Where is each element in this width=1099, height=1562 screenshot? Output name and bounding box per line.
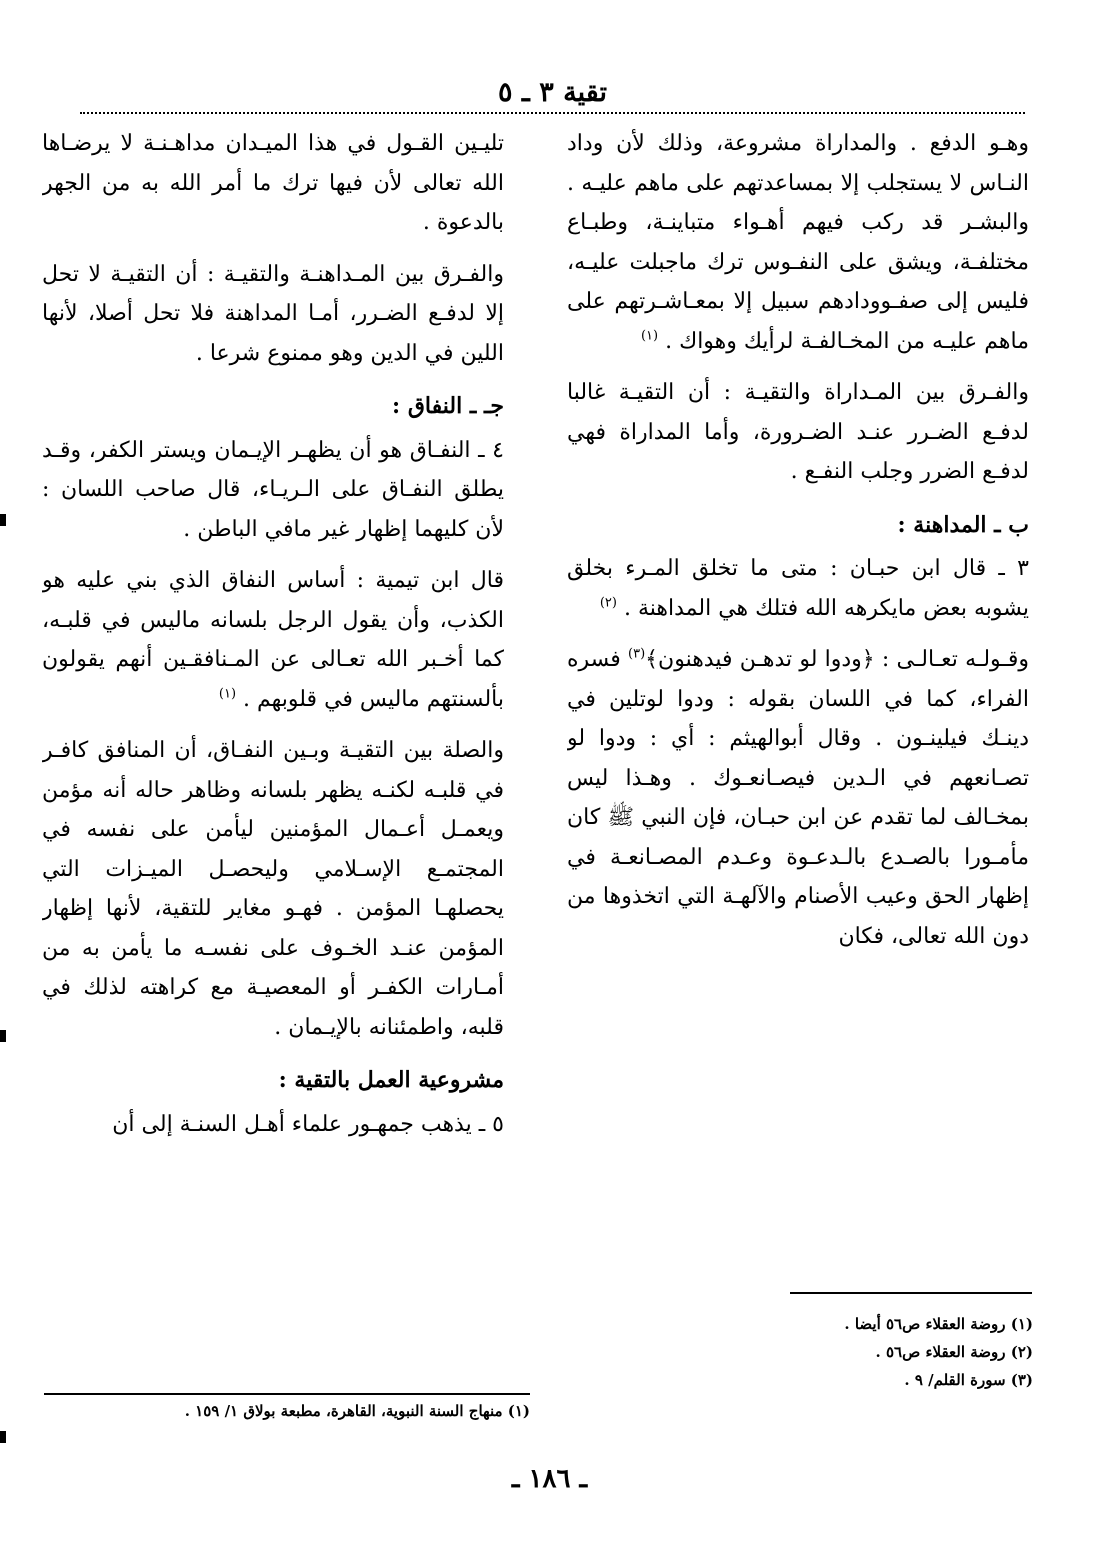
footnote: (٢) روضة العقلاء ص٥٦ . [875, 1343, 1033, 1361]
right-column [567, 124, 1029, 1214]
footnote-divider [790, 1292, 1032, 1294]
paragraph: والفـرق بين المـداهنـة والتقيـة : أن التقيـة لا تحل إلا لدفـع الضـرر، أمـا المداهنة فلا تحل أصلا، لأنها اللين في الدين وهو ممنوع شرعا . [42, 261, 504, 366]
margin-mark [0, 1431, 6, 1443]
footnote-divider [44, 1393, 530, 1395]
section-heading: جـ ـ النفاق : [392, 393, 504, 419]
footnote: (١) منهاج السنة النبوية، القاهرة، مطبعة بولاق ١/ ١٥٩ . [184, 1402, 530, 1420]
left-column [42, 124, 504, 1214]
footnote-ref: (٣) [628, 646, 646, 662]
footnote-ref: (١) [218, 686, 237, 702]
paragraph: قال ابن تيمية : أساس النفاق الذي بني عليه هو الكذب، وأن يقول الرجل بلسانه ماليس في قلبـه، كما أخـبر الله تعـالى عن المـنافقـين أنهم يقولون بألسنتهم ماليس في قلوبهم . $^{(١)}$ [42, 568, 504, 712]
footnote-ref: (١) [640, 328, 659, 344]
header-divider [80, 112, 1025, 114]
left-footnotes [44, 1397, 530, 1425]
paragraph: وهـو الدفع . والمداراة مشروعة، وذلك لأن وداد النـاس لا يستجلب إلا بمساعدتهم على ماهم عليـه . والبشـر قد ركب فيهم أهـواء متباينـة، وطبـاع مختلفـة، ويشق على النفـوس ترك ماجبلت عليـه، فليس إلى صفـوودادهم سبيل إلا بمعـاشـرتهم على ماهم عليـه من المخـالفـة لرأيك وهواك . $^{(١)}$ [567, 131, 1029, 354]
paragraph: والصلة بين التقيـة وبـين النفـاق، أن المنافق كافـر في قلبـه لكنـه يظهر بلسانه وظاهر حاله أنه مؤمن ويعمـل أعـمال المؤمنين ليأمن على نفسه في المجتمـع الإسـلامي وليحصـل الميـزات التي يحصلهـا المؤمن . فهـو مغاير للتقية، لأنها إظهار المؤمن عنـد الخـوف على نفسـه ما يأمن به من أمـارات الكفـر أو المعصيـة مع كراهته لذلك في قلبه، واطمئنانه بالإيـمان . [42, 738, 504, 1040]
footnote-ref: (٢) [599, 595, 617, 611]
paragraph: والفـرق بين المـداراة والتقيـة : أن التقيـة غالبا لدفـع الضـرر عنـد الضـرورة، وأما المداراة فهي لدفـع الضرر وجلب النفـع . [567, 380, 1029, 484]
footnote: (١) روضة العقلاء ص٥٦ أيضا . [844, 1315, 1033, 1333]
section-heading: مشروعية العمل بالتقية : [278, 1067, 504, 1093]
running-header: تقية ٣ ـ ٥ [498, 77, 607, 108]
footnote: (٣) سورة القلم/ ٩ . [904, 1371, 1033, 1389]
right-footnotes [573, 1310, 1033, 1394]
margin-mark [0, 514, 6, 526]
paragraph: ٤ ـ النفـاق هو أن يظهـر الإيـمان ويستر الكفر، وقـد يطلق النفـاق على الـريـاء، قال صاحب اللسان : لأن كليهما إظهار غير مافي الباطن . [42, 437, 504, 542]
paragraph: تليـين القـول في هذا الميـدان مداهـنـة لا يرضـاها الله تعالى لأن فيها ترك ما أمر الله به من الجهر بالدعوة . [42, 131, 504, 235]
paragraph: وقـولـه تعـالـى : ﴿ودوا لو تدهـن فيدهنون﴾$^{(٣)}$ فسره الفراء، كما في اللسان بقوله : ودوا لوتلين في دينـك فيلينـون . وقال أبوالهيثم : أي : ودوا لو تصـانعهم في الـدين فيصـانعـوك . وهـذا ليس بمخـالف لما تقدم عن ابن حبـان، فإن النبي ﷺ كان مأمـورا بالصـدع بالـدعـوة وعـدم المصـانعـة في إظهار الحق وعيب الأصنام والآلهـة التي اتخذوها من دون الله تعالى، فكان [567, 646, 1029, 949]
margin-mark [0, 1030, 6, 1042]
paragraph: ٣ ـ قال ابن حبـان : متى ما تخلق المـرء بخلق يشوبه بعض مايكرهه الله فتلك هي المداهنة . $^{(٢)}$ [567, 556, 1029, 621]
paragraph: ٥ ـ يذهب جمهـور علماء أهـل السنـة إلى أن [112, 1111, 504, 1137]
section-heading: ب ـ المداهنة : [897, 511, 1029, 538]
page-number: ـ ١٨٦ ـ [511, 1464, 588, 1494]
